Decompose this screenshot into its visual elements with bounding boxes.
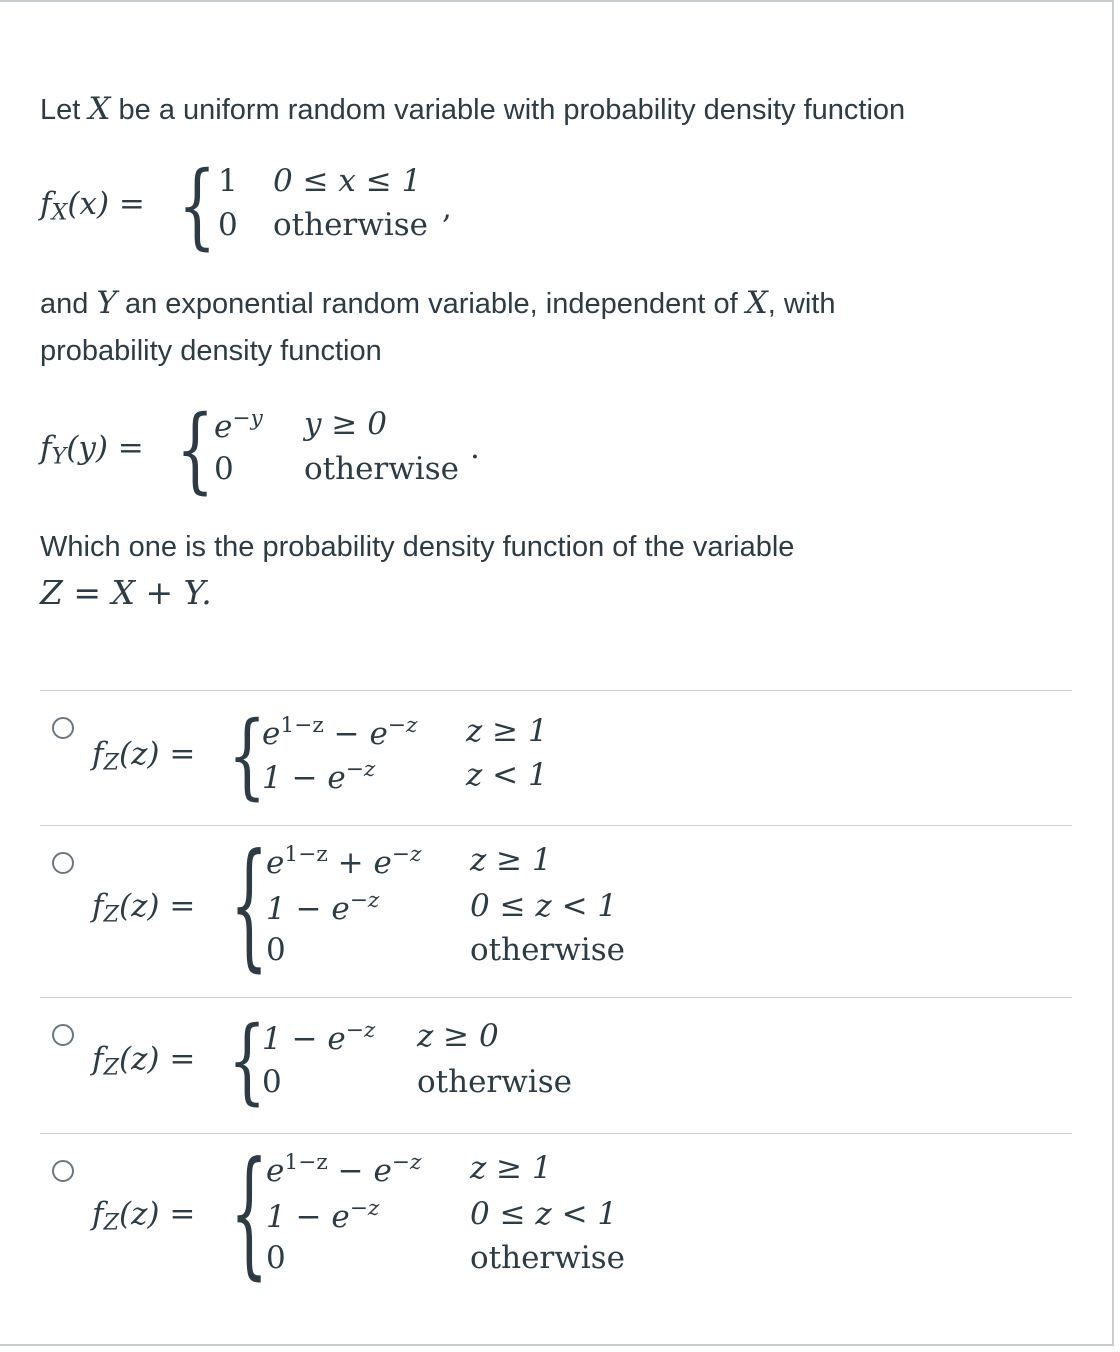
radio-option-1[interactable] [52,717,74,739]
option-2-row1-expr: $e^{1-z} + e^{-z}$ [266,842,422,881]
radio-option-3[interactable] [52,1024,74,1046]
option-2-row3-condition: otherwise [470,932,625,968]
option-4-row2-expr: $1 - e^{-z}$ [266,1196,380,1235]
question-z-definition: Z = X + Y. [40,573,212,612]
option-2-brace: { [230,825,269,987]
option-4-row2-condition: 0 ≤ z < 1 [470,1196,618,1232]
option-3-row1-expr: $1 - e^{-z}$ [262,1018,376,1057]
option-3-row1-condition: z ≥ 0 [417,1018,499,1054]
intro-text-pre: Let [40,94,89,126]
option-3-brace: { [228,1007,267,1116]
question-y-intro: and Y an exponential random variable, independent of X, with [40,285,836,321]
option-1-row2-condition: z < 1 [466,757,548,793]
option-4-lhs: $f_Z(z)$ = [92,1196,196,1236]
var-x: X [88,91,111,127]
fy-row2-condition: otherwise [304,451,459,487]
fy-row1-condition: y ≥ 0 [304,406,387,442]
fx-row1-condition: 0 ≤ x ≤ 1 [273,163,422,199]
option-3-lhs: $f_Z(z)$ = [92,1041,196,1081]
fx-row2-condition: otherwise [273,207,428,243]
fy-row1-value: $e^{-y}$ [214,406,263,445]
option-4-row1-expr: $e^{1-z} - e^{-z}$ [266,1150,422,1189]
fy-brace: { [176,396,215,505]
option-2-lhs: $f_Z(z)$ = [92,888,196,928]
radio-option-4[interactable] [52,1160,74,1182]
option-2-row2-expr: $1 - e^{-z}$ [266,888,380,927]
fx-row1-value: 1 [218,163,238,199]
option-divider [40,690,1072,691]
radio-option-2[interactable] [52,852,74,874]
option-divider [40,1133,1072,1134]
option-2-row3-expr: 0 [266,932,286,968]
var-y: Y [96,285,117,321]
fx-brace: { [178,152,217,261]
option-3-row2-condition: otherwise [417,1064,572,1100]
option-4-row3-condition: otherwise [470,1240,625,1276]
fx-trail: , [442,190,452,226]
fx-lhs: $f_X(x)$ = [40,186,145,226]
option-1-row1-condition: z ≥ 1 [466,713,548,749]
option-1-row1-expr: $e^{1-z} - e^{-z}$ [262,713,418,752]
option-3-row2-expr: 0 [262,1064,282,1100]
fx-row2-value: 0 [218,207,238,243]
option-4-row1-condition: z ≥ 1 [470,1150,552,1186]
question-y-intro-line2: probability density function [40,335,382,367]
option-1-brace: { [228,702,267,811]
intro-text-post: be a uniform random variable with probability density function [110,94,906,126]
var-x-2: X [745,285,768,321]
option-4-brace: { [230,1133,269,1295]
option-2-row1-condition: z ≥ 1 [470,842,552,878]
option-2-row2-condition: 0 ≤ z < 1 [470,888,618,924]
question-intro [40,85,905,134]
fy-trail: . [470,430,480,466]
question-prompt: Which one is the probability density function of the variable [40,531,795,563]
option-1-row2-expr: $1 - e^{-z}$ [262,757,376,796]
option-1-lhs: $f_Z(z)$ = [92,736,196,776]
fy-row2-value: 0 [214,451,234,487]
option-4-row3-expr: 0 [266,1240,286,1276]
fy-lhs: $f_Y(y)$ = [40,430,144,470]
option-divider [40,825,1072,826]
option-divider [40,997,1072,998]
